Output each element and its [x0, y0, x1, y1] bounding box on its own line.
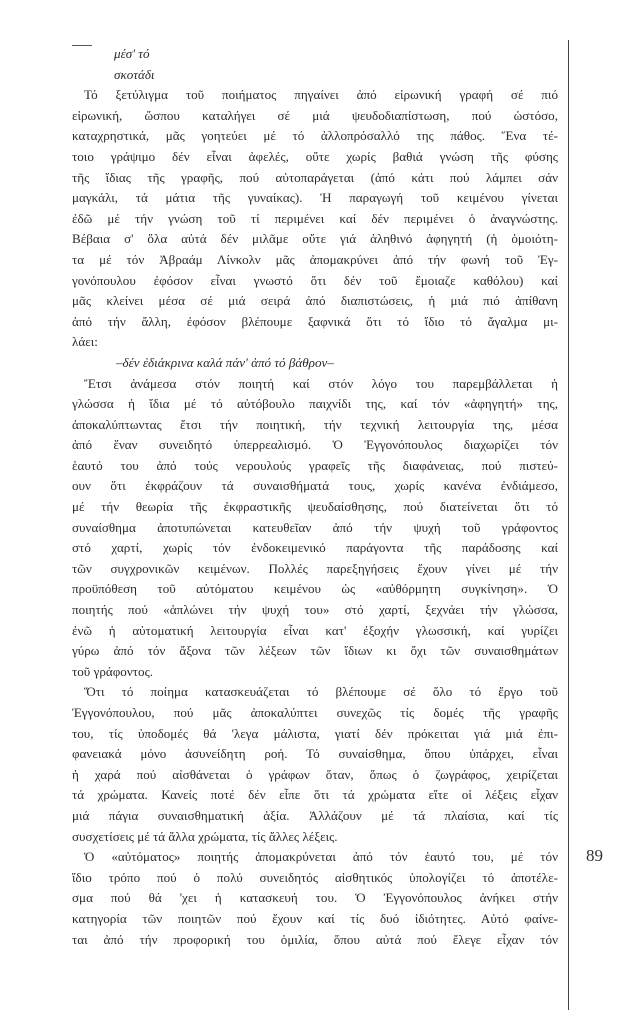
text-line: συσχετίσεις μέ τά ἄλλα χρώματα, τίς ἄλλες λέξεις. [72, 828, 338, 844]
text-line: ποιητής πού «ἁπλώνει τήν ψυχή του» στό χαρτί, ξεχνάει τήν γλώσσα, [72, 602, 558, 618]
text-line: Βέβαια σ' ὅλα αὐτά δέν μιλᾶμε οὔτε γιά ἀληθινό ἀφηγητή (ἡ ὁμοιότη- [72, 231, 558, 247]
text-line: τα μέ τόν Ἀβραάμ Λίνκολν μᾶς ἀπομακρύνει ἀπό τήν φωνή τοῦ Ἐγ- [72, 251, 558, 267]
text-line: τοιο γράψιμο δέν εἶναι ἀφελές, οὔτε χωρίς βαθιά γνώση τῆς φύσης [72, 148, 558, 164]
text-line: τῶν συγχρονικῶν κειμένων. Πολλές παρεξηγήσεις ἔχουν γίνει μέ τήν [72, 560, 558, 576]
text-line: ἀπό ἕναν συνειδητό ὑπερρεαλισμό. Ὁ Ἐγγονόπουλος διαχωρίζει τόν [72, 437, 558, 453]
text-line: ἑαυτό του ἀπό τούς νερουλούς γραφεῖς τῆς διαφάνειας, πού πιστεύ- [72, 457, 558, 473]
text-line: Ἔτσι ἀνάμεσα στόν ποιητή καί στόν λόγο του παρεμβάλλεται ἡ [84, 375, 558, 391]
text-line: του, τίς ὑποδομές θά 'λεγα μάλιστα, γιατί δέν πρόκειται γιά μιά ἐπι- [72, 725, 558, 741]
text-line: γονόπουλου ἐφόσον εἶναι γνωστό ὅτι δέν τοῦ ἔμοιαζε καθόλου) καί [72, 272, 558, 288]
text-line: ἐδῶ μέ τήν γνώση τοῦ τί περιμένει καί δέν περιμένει ὁ ἀναγνώστης. [72, 210, 558, 226]
text-line: εἰρωνική, ὥσπου καταλήγει σέ μιά ψευδοδιαπίστωση, πού ὡστόσο, [72, 107, 558, 123]
text-line: σμα πού θά 'χει ἡ κατασκευή του. Ὁ Ἐγγονόπουλος ἀνήκει στήν [72, 890, 558, 906]
quoted-verse-line: σκοτάδι [114, 66, 155, 82]
text-line: ἐνῶ ἡ αὐτοματική λειτουργία εἶναι κατ' ἐξοχήν γλωσσική, καί γυρίζει [72, 622, 558, 638]
body-text [72, 44, 558, 950]
text-line: ἡ χαρά πού αἰσθάνεται ὁ γράφων ὅταν, ὅπως ὁ ζωγράφος, χειρίζεται [72, 766, 558, 782]
text-line: λάει: [72, 334, 98, 350]
text-line: κατηγορία τῶν ποιητῶν πού ἔχουν καί τίς δυό ἰδιότητες. Αὐτό φαίνε- [72, 910, 558, 926]
page-number: 89 [586, 846, 603, 865]
text-line: Ἐγγονόπουλου, πού μᾶς ἀποκαλύπτει συνεχῶς τίς δομές τῆς γραφῆς [72, 705, 558, 720]
quoted-verse-line: –δέν ἐδιάκρινα καλά πάν' ἀπό τό βάθρον– [116, 354, 334, 370]
text-line: μέ τήν θεωρία τῆς ἐκφραστικῆς ψευδαίσθησης, πού διατείνεται ὅτι τό [72, 499, 558, 515]
text-line: φανειακά μόνο ἀσυνείδητη ροή. Τό συναίσθημα, ὅπου ὑπάρχει, εἶναι [72, 746, 558, 762]
text-line: τά χρώματα. Κανείς ποτέ δέν εἶπε ὅτι τά χρώματα εἴτε οἱ λέξεις εἶχαν [72, 787, 558, 803]
text-line: ἀποκαλύπτωντας ἔτσι τήν ποιητική, τήν τεχνική λειτουργία της, μέσα [72, 416, 558, 432]
text-line: γλώσσα ἡ ἴδια μέ τό αὐτόβουλο παιχνίδι της, καί τόν «ἀφηγητή» της, [72, 396, 558, 412]
text-line: ἀπό τήν ἄλλη, ἐφόσον βλέπουμε ξαφνικά ὅτι τό ἴδιο τό ἄγαλμα μι- [72, 313, 558, 329]
text-line: προϋπόθεση τοῦ αὐτόματου κειμένου ὡς «αὐθόρμητη συγκίνηση». Ὁ [72, 581, 558, 597]
text-line: μαγκάλι, τά μάτια τῆς γυναίκας). Ἡ παραγωγή τοῦ κειμένου γίνεται [72, 190, 558, 206]
text-line: Τό ξετύλιγμα τοῦ ποιήματος πηγαίνει ἀπό εἰρωνική γραφή σέ πιό [84, 87, 558, 103]
text-line: στό χαρτί, χωρίς τόν ἐνδοκειμενικό παράγοντα τῆς παράδοσης καί [72, 540, 558, 556]
text-line: Ὅτι τό ποίημα κατασκευάζεται τό βλέπουμε σέ ὅλο τό ἔργο τοῦ [84, 684, 558, 700]
text-line: καταχρηστικά, μᾶς γοητεύει μέ τό ἀλλοπρόσαλλό της πάθος. Ἕνα τέ- [72, 128, 558, 144]
text-line: ἴδιο τρόπο πού ὁ πολύ συνειδητός αἰσθητικός ὑπολογίζει τό ἀποτέλε- [72, 869, 558, 885]
text-line: συναίσθημα ἀποτυπώνεται κατευθεῖαν ἀπό τήν ψυχή τοῦ γράφοντος [72, 519, 558, 535]
right-margin-rule [568, 40, 569, 1010]
text-line: Ὁ «αὐτόματος» ποιητής ἀπομακρύνεται ἀπό τόν ἑαυτό του, μέ τόν [84, 849, 558, 865]
text-line: ται ἀπό τήν προφορική του ὁμιλία, ὅπου αὐτά πού ἔλεγε εἶχαν τόν [72, 931, 558, 947]
text-line: ουν ὅτι ἐκφράζουν τά συναισθήματά τους, χωρίς κανένα ἐνδιάμεσο, [72, 478, 558, 494]
text-line: τοῦ γράφοντος. [72, 663, 154, 679]
quoted-verse-line: μέσ' τό [114, 46, 150, 61]
text-line: τῆς ἴδιας τῆς γραφῆς, πού αὐτοπαράγεται (ἀπό κάτι πού λάμπει σάν [72, 169, 558, 185]
text-line: μιά πάγια συναισθηματική ἀξία. Ἀλλάζουν μέ τά πλαίσια, καί τίς [72, 807, 558, 823]
text-line: γύρω ἀπό τόν ἄξονα τῶν λέξεων τῶν ἴδιων κι ὄχι τῶν συναισθημάτων [72, 643, 558, 659]
text-line: μᾶς κλείνει μέσα σέ μιά σειρά ἀπό διαπιστώσεις, ἡ μιά πιό ἀπίθανη [72, 293, 558, 309]
